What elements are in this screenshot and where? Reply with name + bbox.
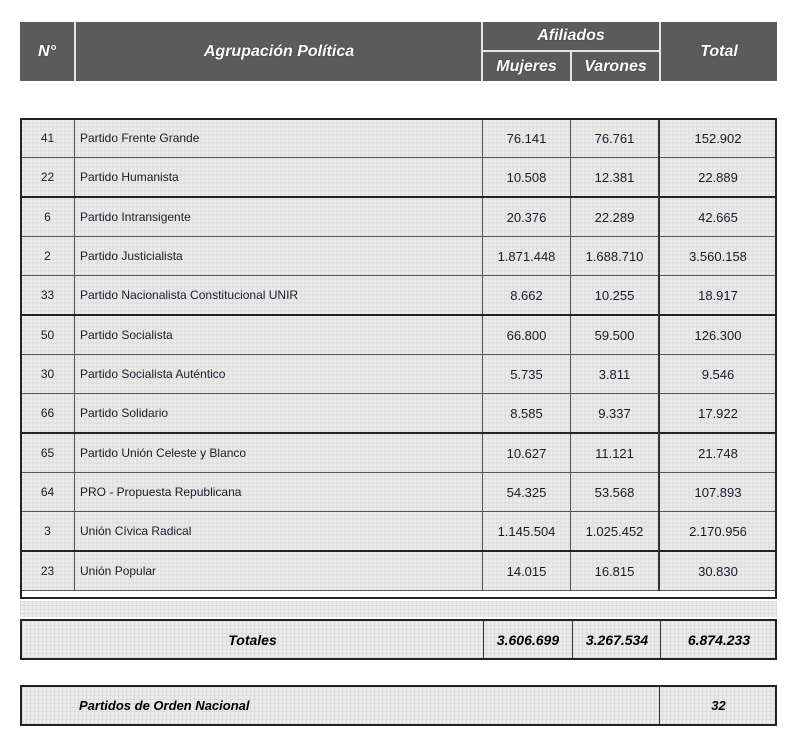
party-number: 64 [21, 473, 75, 512]
party-name: Partido Humanista [75, 158, 483, 198]
men-count: 1.688.710 [571, 237, 660, 276]
total-count: 30.830 [659, 551, 777, 591]
men-count: 11.121 [571, 433, 660, 473]
spacer-band [20, 601, 777, 617]
header-men: Varones [584, 57, 647, 75]
table-row [21, 433, 777, 473]
header-num: N° [38, 42, 56, 60]
table-row [21, 394, 777, 434]
women-count: 1.145.504 [483, 512, 571, 552]
table-row [21, 119, 777, 158]
party-number: 66 [21, 394, 75, 434]
party-number: 50 [21, 315, 75, 355]
total-count: 3.560.158 [659, 237, 777, 276]
party-number: 3 [21, 512, 75, 552]
party-name: Partido Unión Celeste y Blanco [75, 433, 483, 473]
party-name: Partido Intransigente [75, 197, 483, 237]
national-parties-label: Partidos de Orden Nacional [79, 698, 250, 713]
header-afiliados: Afiliados [537, 27, 605, 44]
total-count: 152.902 [659, 119, 777, 158]
table-row [21, 315, 777, 355]
men-count: 53.568 [571, 473, 660, 512]
table-row [21, 276, 777, 316]
women-count: 5.735 [483, 355, 571, 394]
total-count: 22.889 [659, 158, 777, 198]
men-count: 12.381 [571, 158, 660, 198]
party-name: Partido Socialista [75, 315, 483, 355]
totals-total: 6.874.233 [687, 631, 751, 648]
women-count: 8.585 [483, 394, 571, 434]
party-number: 6 [21, 197, 75, 237]
men-count: 3.811 [571, 355, 660, 394]
women-count: 76.141 [483, 119, 571, 158]
party-name: Partido Justicialista [75, 237, 483, 276]
totals-row [20, 619, 777, 660]
table-row [21, 237, 777, 276]
totals-label: Totales [228, 631, 277, 648]
header-party-name: Agrupación Política [203, 42, 355, 60]
men-count: 59.500 [571, 315, 660, 355]
totals-women: 3.606.699 [496, 631, 560, 648]
women-count: 10.508 [483, 158, 571, 198]
women-count: 54.325 [483, 473, 571, 512]
national-parties-count: 32 [711, 698, 726, 713]
table-row [21, 512, 777, 552]
women-count: 10.627 [483, 433, 571, 473]
total-count: 42.665 [659, 197, 777, 237]
party-number: 22 [21, 158, 75, 198]
women-count: 8.662 [483, 276, 571, 316]
party-name: Partido Frente Grande [75, 119, 483, 158]
party-number: 33 [21, 276, 75, 316]
table-row [21, 473, 777, 512]
men-count: 9.337 [571, 394, 660, 434]
party-number: 65 [21, 433, 75, 473]
total-count: 21.748 [659, 433, 777, 473]
header-total: Total [700, 42, 738, 60]
total-count: 17.922 [659, 394, 777, 434]
parties-table [20, 118, 777, 591]
party-number: 30 [21, 355, 75, 394]
men-count: 1.025.452 [571, 512, 660, 552]
party-name: Unión Cívica Radical [75, 512, 483, 552]
total-count: 126.300 [659, 315, 777, 355]
women-count: 1.871.448 [483, 237, 571, 276]
men-count: 22.289 [571, 197, 660, 237]
party-name: Unión Popular [75, 551, 483, 591]
header-women: Mujeres [496, 57, 557, 75]
table-row [21, 197, 777, 237]
men-count: 10.255 [571, 276, 660, 316]
total-count: 2.170.956 [659, 512, 777, 552]
total-count: 18.917 [659, 276, 777, 316]
totals-men: 3.267.534 [585, 631, 649, 648]
total-count: 9.546 [659, 355, 777, 394]
women-count: 66.800 [483, 315, 571, 355]
women-count: 20.376 [483, 197, 571, 237]
table-row [21, 158, 777, 198]
party-name: PRO - Propuesta Republicana [75, 473, 483, 512]
party-number: 23 [21, 551, 75, 591]
men-count: 16.815 [571, 551, 660, 591]
party-name: Partido Socialista Auténtico [75, 355, 483, 394]
table-row [21, 355, 777, 394]
party-name: Partido Solidario [75, 394, 483, 434]
national-parties-row [20, 685, 777, 726]
party-number: 41 [21, 119, 75, 158]
party-name: Partido Nacionalista Constitucional UNIR [75, 276, 483, 316]
table-row [21, 551, 777, 591]
total-count: 107.893 [659, 473, 777, 512]
women-count: 14.015 [483, 551, 571, 591]
table-header [20, 22, 777, 81]
men-count: 76.761 [571, 119, 660, 158]
party-number: 2 [21, 237, 75, 276]
